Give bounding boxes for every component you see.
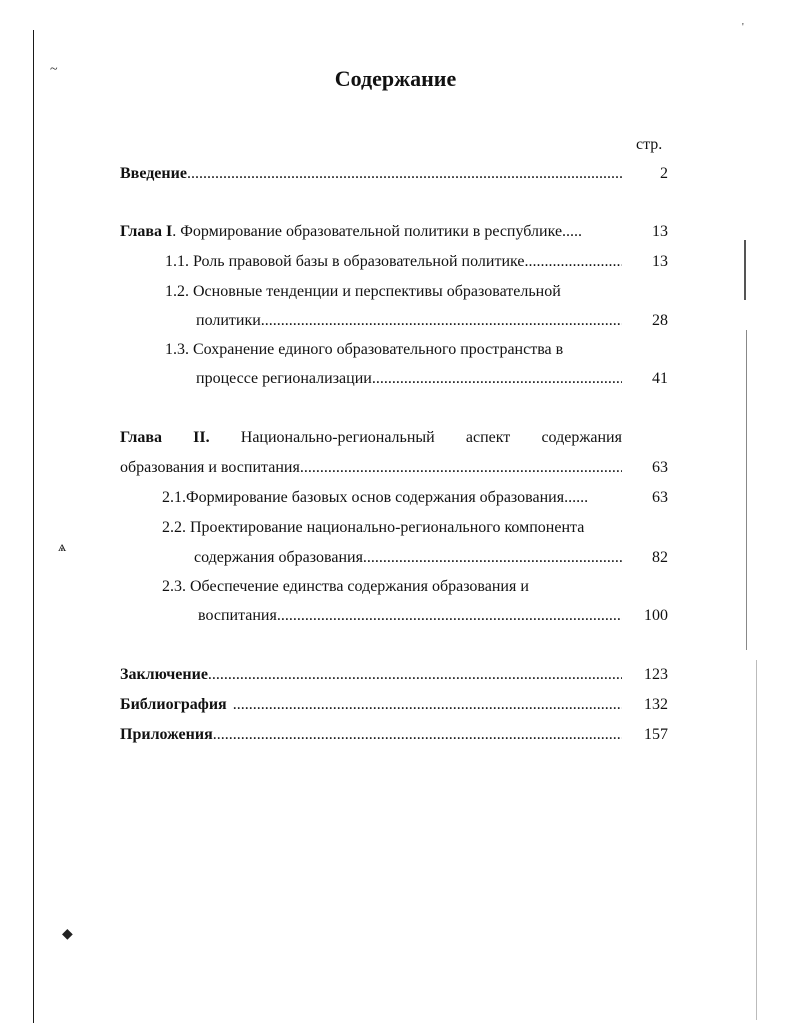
- chapter-1-suffix: .....: [562, 223, 583, 240]
- scan-speck: ѧ: [58, 540, 67, 555]
- toc-page-number: 2: [660, 165, 668, 182]
- toc-entry-text: 2.1.Формирование базовых основ содержания образования: [162, 489, 565, 506]
- scan-edge-line: [756, 660, 757, 1020]
- scan-edge-line: [744, 240, 746, 300]
- toc-entry-label: Приложения: [120, 726, 213, 743]
- toc-entry-text: политики: [196, 312, 261, 329]
- toc-entry-text: 1.1. Роль правовой базы в образовательной политике: [165, 253, 525, 270]
- toc-page-number: 157: [644, 726, 668, 743]
- page-title: Содержание: [334, 66, 457, 91]
- toc-entry-1-3: [196, 369, 622, 389]
- toc-page-number: 123: [644, 666, 668, 683]
- toc-entry-label: Библиография: [120, 696, 227, 713]
- toc-page-number: 28: [652, 312, 668, 329]
- toc-entry-text: процессе регионализации: [196, 370, 372, 387]
- toc-entry-conclusion: [120, 665, 622, 685]
- toc-entry-label: Заключение: [120, 666, 208, 683]
- toc-page-number: 63: [652, 489, 668, 506]
- scan-speck: ~: [50, 62, 58, 77]
- toc-entry-chapter-2-line1: [120, 428, 622, 448]
- toc-entry-text: образования и воспитания: [120, 459, 300, 476]
- toc-entry-2-2: [194, 548, 622, 568]
- chapter-1-title: . Формирование образовательной политики в республике: [172, 223, 563, 240]
- toc-entry-1-2: [196, 311, 622, 331]
- toc-page-number: 82: [652, 549, 668, 566]
- toc-page-number: 132: [644, 696, 668, 713]
- toc-page-number: 63: [652, 459, 668, 476]
- toc-entry-1-2-line1: 1.2. Основные тенденции и перспективы образовательной: [165, 283, 561, 300]
- toc-page-number: 13: [652, 253, 668, 270]
- toc-entry-label: Введение: [120, 165, 187, 182]
- toc-page-number: 13: [652, 223, 668, 240]
- chapter-2-word: аспект: [465, 429, 511, 446]
- toc-entry-chapter-2: [120, 458, 622, 478]
- toc-entry-1-1: [165, 252, 622, 272]
- toc-entry-2-3: [198, 606, 622, 626]
- toc-entry-text: воспитания: [198, 607, 277, 624]
- toc-entry-2-1: [162, 488, 622, 508]
- toc-entry-appendix: [120, 725, 622, 745]
- toc-entry-text: содержания образования: [194, 549, 363, 566]
- toc-entry-bibliography: [120, 695, 622, 715]
- chapter-1-prefix: Глава I: [120, 223, 173, 240]
- toc-entry-2-3-line1: 2.3. Обеспечение единства содержания образования и: [162, 578, 529, 595]
- toc-entry-2-2-line1: 2.2. Проектирование национально-регионального компонента: [162, 519, 585, 536]
- scan-speck: ': [742, 22, 744, 33]
- chapter-2-word: содержания: [541, 429, 622, 446]
- toc-entry-intro: [120, 164, 622, 184]
- chapter-2-word: Глава: [120, 429, 162, 446]
- toc-entry-chapter-1: [120, 222, 622, 242]
- toc-page-number: 100: [644, 607, 668, 624]
- scan-edge-line: [746, 330, 747, 650]
- chapter-2-word: Национально-региональный: [240, 429, 435, 446]
- scan-border-line: [33, 30, 34, 1023]
- page-column-header: стр.: [636, 136, 663, 153]
- scan-speck: ◆: [62, 927, 73, 942]
- toc-entry-1-3-line1: 1.3. Сохранение единого образовательного пространства в: [165, 341, 564, 358]
- chapter-2-number: II.: [193, 429, 210, 446]
- toc-entry-suffix: ......: [564, 489, 589, 506]
- toc-page-number: 41: [652, 370, 668, 387]
